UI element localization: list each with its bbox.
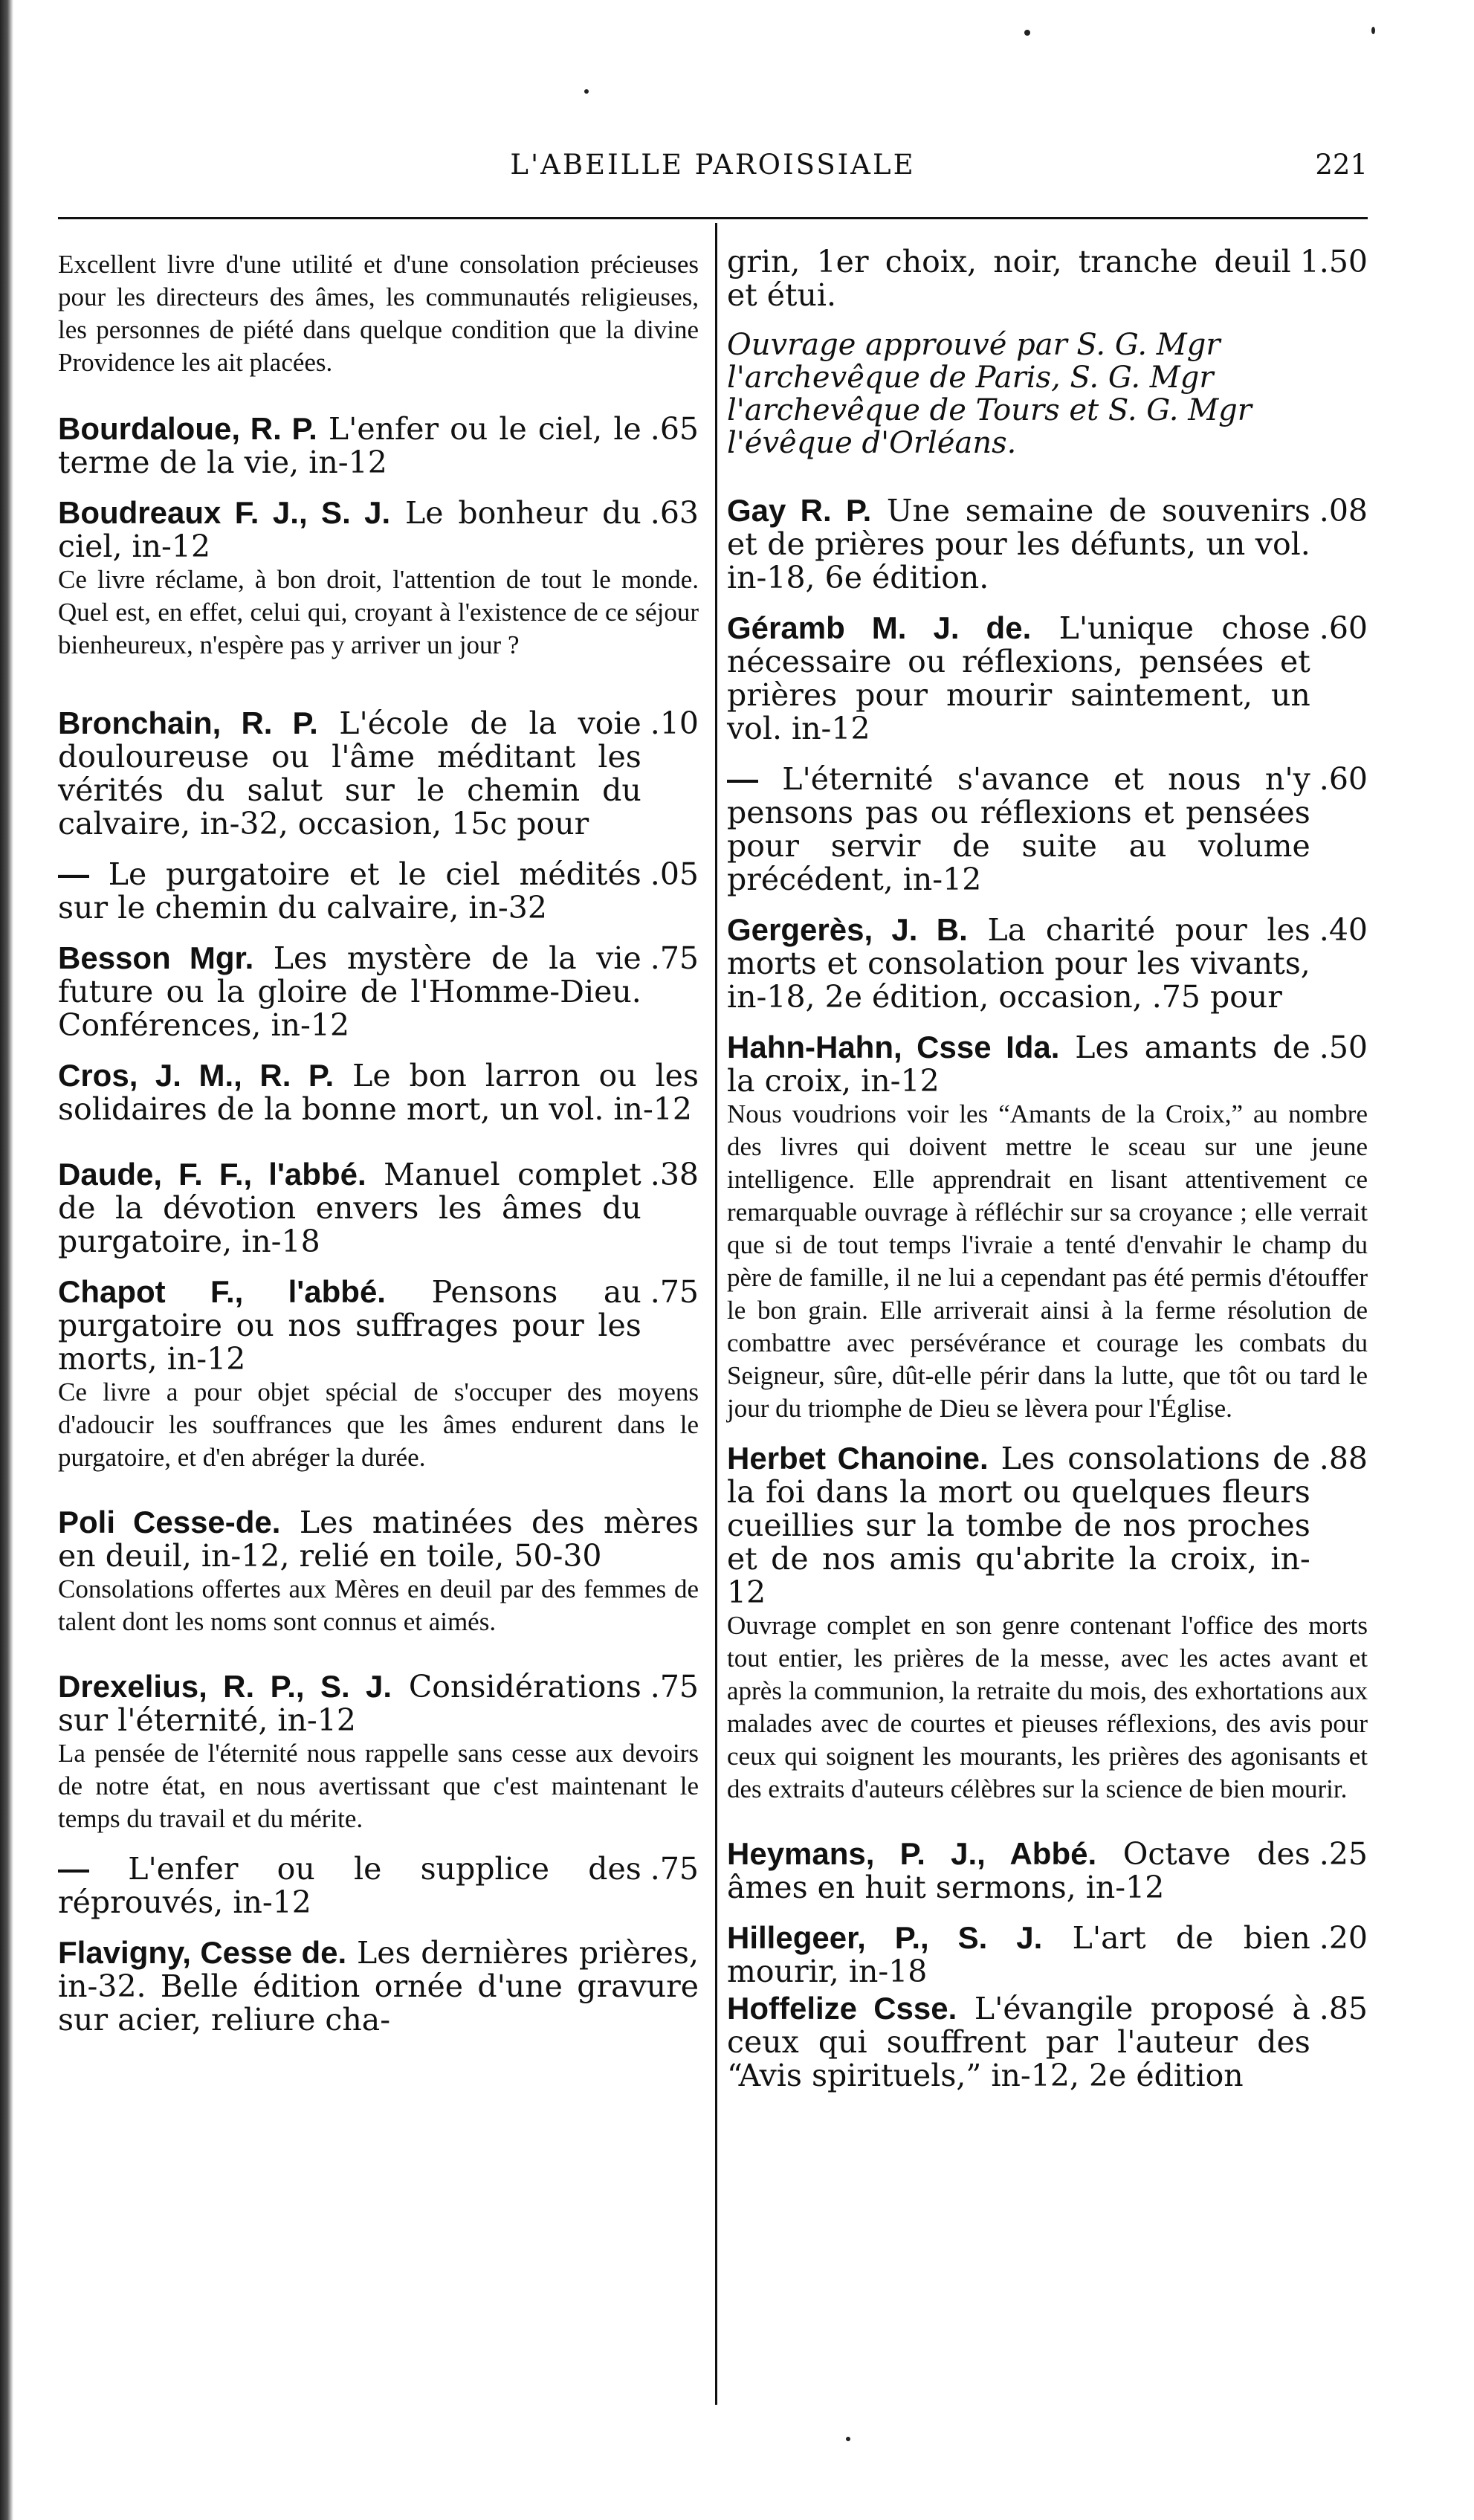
entry-price: .63 <box>650 495 699 531</box>
entry-review: Ce livre réclame, à bon droit, l'attention de tout le monde. Quel est, en effet, celui qui, croyant à l'existence de ce séjour bienheureux, n'espère pas y arriver un jour ? <box>58 565 699 659</box>
catalog-entry <box>58 941 699 1042</box>
catalog-entry <box>727 494 1368 595</box>
entry-price: .10 <box>650 705 699 741</box>
entry-price: .65 <box>650 411 699 447</box>
entry-title: Le bonheur du ciel, in-12 <box>58 495 641 564</box>
catalog-entry <box>727 611 1368 746</box>
entry-author: — <box>727 761 758 796</box>
entry-title: Le purgatoire et le ciel médités sur le chemin du calvaire, in-32 <box>58 856 641 925</box>
approval-note: Ouvrage approuvé par S. G. Mgr l'archevêque de Paris, S. G. Mgr l'archevêque de Tours et S. G. Mgr l'évêque d'Orléans. <box>727 328 1252 460</box>
entry-author: Herbet Chanoine. <box>727 1441 989 1476</box>
entry-price: .75 <box>650 1669 699 1705</box>
print-speck <box>1371 27 1375 34</box>
entry-author: Hillegeer, P., S. J. <box>727 1920 1043 1955</box>
entry-price: .20 <box>1319 1920 1368 1956</box>
entry-author: Gay R. P. <box>727 493 872 528</box>
entry-title: L'enfer ou le ciel, le terme de la vie, in-12 <box>58 411 641 480</box>
entry-author: Cros, J. M., R. P. <box>58 1058 334 1093</box>
print-speck <box>584 89 589 94</box>
entry-price: .75 <box>650 1851 699 1887</box>
catalog-entry <box>58 1505 699 1638</box>
entry-review: La pensée de l'éternité nous rappelle sans cesse aux devoirs de notre état, en nous avertissant que c'est maintenant le temps du travail et du mérite. <box>58 1739 699 1833</box>
entry-review: Consolations offertes aux Mères en deuil par des femmes de talent dont les noms sont connus et aimés. <box>58 1574 699 1636</box>
entry-title: L'évangile proposé à ceux qui souffrent par l'auteur des “Avis spirituels,” in-12, 2e édition <box>727 1991 1310 2093</box>
entry-author: Besson Mgr. <box>58 940 254 975</box>
print-speck <box>1024 30 1030 36</box>
entry-title: Manuel complet de la dévotion envers les âmes du purgatoire, in-18 <box>58 1157 641 1259</box>
entry-author: Flavigny, Cesse de. <box>58 1935 347 1970</box>
entry-price: .05 <box>650 856 699 892</box>
entry-price: .60 <box>1319 761 1368 797</box>
catalog-entry <box>727 1441 1368 1806</box>
entry-price: 1.50 <box>1299 244 1368 280</box>
entry-review: Ce livre a pour objet spécial de s'occuper des moyens d'adoucir les souffrances que les âmes endurent dans le purgatoire, et d'en abréger la durée. <box>58 1377 699 1472</box>
entry-price: .60 <box>1319 610 1368 646</box>
entry-price: .75 <box>650 1274 699 1310</box>
catalog-entry <box>58 1936 699 2037</box>
entry-price: .38 <box>650 1157 699 1192</box>
page-number: 221 <box>1315 149 1368 181</box>
entry-price: .25 <box>1319 1836 1368 1872</box>
catalog-entry <box>58 496 699 662</box>
entry-price: .85 <box>1319 1991 1368 2026</box>
catalog-entry <box>58 1157 699 1259</box>
entry-title: L'art de bien mourir, in-18 <box>727 1920 1310 1989</box>
entry-title: L'éternité s'avance et nous n'y pensons pas ou réflexions et pensées pour servir de suite au volume précédent, in-12 <box>727 761 1310 897</box>
catalog-entry <box>727 1991 1368 2093</box>
entry-title: grin, 1er choix, noir, tranche deuil et étui. <box>727 244 1291 313</box>
entry-author: Bronchain, R. P. <box>58 705 318 740</box>
catalog-entry <box>58 1275 699 1474</box>
entry-author: Boudreaux F. J., S. J. <box>58 495 391 530</box>
entry-author: Hoffelize Csse. <box>727 1991 957 2026</box>
entry-author: Daude, F. F., l'abbé. <box>58 1157 366 1192</box>
catalog-entry <box>58 1059 699 1126</box>
entry-title: L'unique chose nécessaire ou réflexions, pensées et prières pour mourir saintement, un vol. in-12 <box>727 610 1310 746</box>
entry-title: Les amants de la croix, in-12 <box>727 1030 1310 1099</box>
entry-title: Les dernières prières, in-32. Belle édition ornée d'une gravure sur acier, reliure cha- <box>58 1935 699 2038</box>
running-title: L'ABEILLE PAROISSIALE <box>510 149 916 181</box>
catalog-entry <box>58 706 699 841</box>
entry-author: Gergerès, J. B. <box>727 912 968 947</box>
entry-author: Heymans, P. J., Abbé. <box>727 1836 1097 1871</box>
right-column <box>727 245 1368 2109</box>
catalog-entry <box>727 1837 1368 1904</box>
catalog-entry <box>58 1670 699 1835</box>
entry-author: — <box>58 856 89 891</box>
entry-author: Poli Cesse-de. <box>58 1505 281 1540</box>
entry-title: Les consolations de la foi dans la mort ou quelques fleurs cueillies sur la tombe de nos proches et de nos amis qu'abrite la croix, in-12 <box>727 1441 1310 1610</box>
catalog-entry <box>727 913 1368 1014</box>
entry-review: Nous voudrions voir les “Amants de la Croix,” au nombre des livres qui doivent mettre le sceau sur une jeune intelligence. Elle apprendrait en lisant attentivement ce remarquable ouvrage à réfléchir sur sa croyance ; elle verrait que si de tout temps l'ivraie a tenté d'envahir le champ du père de famille, il ne lui a cependant pas été permis d'étouffer le bon grain. Elle arriverait ainsi à la ferme résolution de combattre avec persévérance et courage les combats du Seigneur, sûre, dût-elle périr dans la lutte, que tôt ou tard le jour du triomphe de Dieu se lèvera pour l'Église. <box>727 1099 1368 1423</box>
entry-price: .88 <box>1319 1441 1368 1476</box>
catalog-entry <box>58 1852 699 1919</box>
entry-title: Les mystère de la vie future ou la gloire de l'Homme-Dieu. Conférences, in-12 <box>58 940 641 1043</box>
entry-title: Le bon larron ou les solidaires de la bonne mort, un vol. in-12 <box>58 1058 699 1127</box>
catalog-entry-continued <box>727 245 1368 312</box>
entry-title: Pensons au purgatoire ou nos suffrages pour les morts, in-12 <box>58 1274 641 1377</box>
entry-author: — <box>58 1851 89 1886</box>
entry-author: Drexelius, R. P., S. J. <box>58 1669 392 1704</box>
entry-author: Hahn-Hahn, Csse Ida. <box>727 1030 1060 1064</box>
catalog-entry <box>727 1030 1368 1425</box>
entry-review: Excellent livre d'une utilité et d'une consolation précieuses pour les directeurs des âmes, les communautés religieuses, les personnes de piété dans quelque condition que la divine Providence les ait placées. <box>58 250 699 377</box>
entry-author: Géramb M. J. de. <box>727 610 1032 645</box>
entry-title: La charité pour les morts et consolation pour les vivants, in-18, 2e édition, occasion, .75 pour <box>727 912 1310 1015</box>
entry-price: .40 <box>1319 912 1368 948</box>
catalog-entry <box>727 1921 1368 1988</box>
entry-title: L'enfer ou le supplice des réprouvés, in-12 <box>58 1851 641 1920</box>
page-header <box>58 149 1368 181</box>
entry-price: .75 <box>650 940 699 976</box>
entry-price: .08 <box>1319 493 1368 529</box>
print-speck <box>846 2437 850 2441</box>
left-column <box>58 245 699 2053</box>
entry-author: Chapot F., l'abbé. <box>58 1274 386 1309</box>
page-edge-shadow <box>0 0 13 2520</box>
catalog-entry <box>727 762 1368 896</box>
entry-title: Une semaine de souvenirs et de prières pour les défunts, un vol. in-18, 6e édition. <box>727 493 1310 595</box>
entry-author: Bourdaloue, R. P. <box>58 411 317 446</box>
entry-title: Les matinées des mères en deuil, in-12, relié en toile, 50-30 <box>58 1505 699 1574</box>
entry-title: Considérations sur l'éternité, in-12 <box>58 1669 641 1738</box>
catalog-entry <box>58 412 699 479</box>
entry-price: .50 <box>1319 1030 1368 1065</box>
entry-review: Ouvrage complet en son genre contenant l'office des morts tout entier, les prières de la messe, avec les actes avant et après la communion, la retraite du mois, des exhortations aux malades avec de courtes et pieuses réflexions, des avis pour ceux qui soignent les mourants, les prières des agonisants et des extraits d'auteurs célèbres sur la science de bien mourir. <box>727 1611 1368 1803</box>
entry-title: Octave des âmes en huit sermons, in-12 <box>727 1836 1310 1905</box>
catalog-entry <box>58 857 699 925</box>
entry-title: L'école de la voie douloureuse ou l'âme méditant les vérités du salut sur le chemin du calvaire, in-32, occasion, 15c pour <box>58 705 641 841</box>
header-rule <box>58 217 1368 219</box>
column-divider <box>715 223 717 2405</box>
